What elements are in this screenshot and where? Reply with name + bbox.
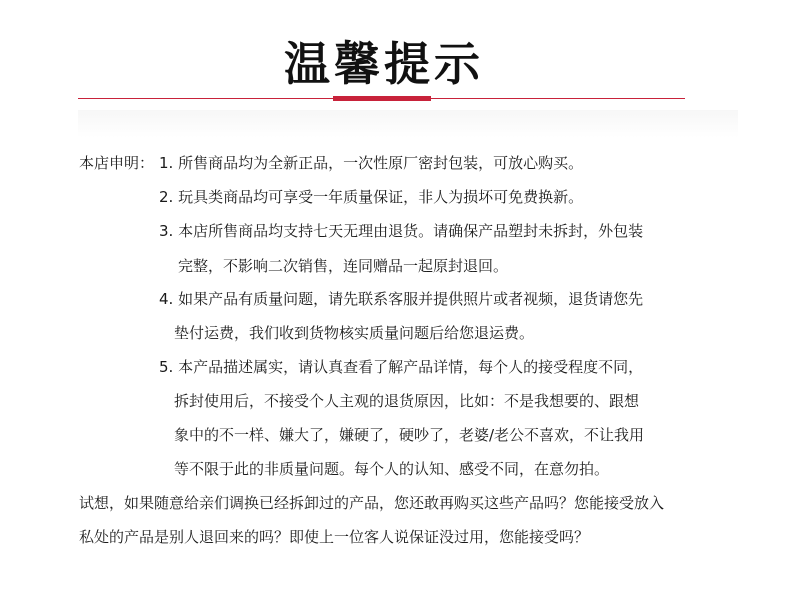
notice-item-4-line-2: 垫付运费，我们收到货物核实质量问题后给您退运费。 <box>174 324 535 342</box>
closing-line-2: 私处的产品是别人退回来的吗？即使上一位客人说保证没过用，您能接受吗？ <box>79 528 590 546</box>
notice-item-4-line-1: 4. 如果产品有质量问题，请先联系客服并提供照片或者视频，退货请您先 <box>159 290 644 308</box>
closing-line-1: 试想，如果随意给亲们调换已经拆卸过的产品，您还敢再购买这些产品吗？您能接受放入 <box>79 494 665 512</box>
notice-item-3-line-2: 完整，不影响二次销售，连同赠品一起原封退回。 <box>178 257 509 275</box>
notice-item-3-line-1: 3. 本店所售商品均支持七天无理由退货。请确保产品塑封未拆封，外包装 <box>159 222 644 240</box>
notice-item-5-line-4: 等不限于此的非质量问题。每个人的认知、感受不同，在意勿拍。 <box>174 460 610 478</box>
page-title: 温馨提示 <box>284 37 484 91</box>
notice-item-5-line-3: 象中的不一样、嫌大了，嫌硬了，硬吵了，老婆/老公不喜欢，不让我用 <box>174 426 645 444</box>
notice-item-5-line-2: 拆封使用后，不接受个人主观的退货原因，比如：不是我想要的、跟想 <box>174 392 640 410</box>
notice-item-1: 1. 所售商品均为全新正品，一次性原厂密封包装，可放心购买。 <box>159 154 584 172</box>
notice-lead-label: 本店申明： <box>79 154 155 172</box>
notice-item-5-line-1: 5. 本产品描述属实，请认真查看了解产品详情，每个人的接受程度不同， <box>159 358 644 376</box>
decorative-fade-band <box>78 110 738 138</box>
notice-item-2: 2. 玩具类商品均可享受一年质量保证，非人为损坏可免费换新。 <box>159 188 584 206</box>
title-divider-accent <box>333 96 431 101</box>
